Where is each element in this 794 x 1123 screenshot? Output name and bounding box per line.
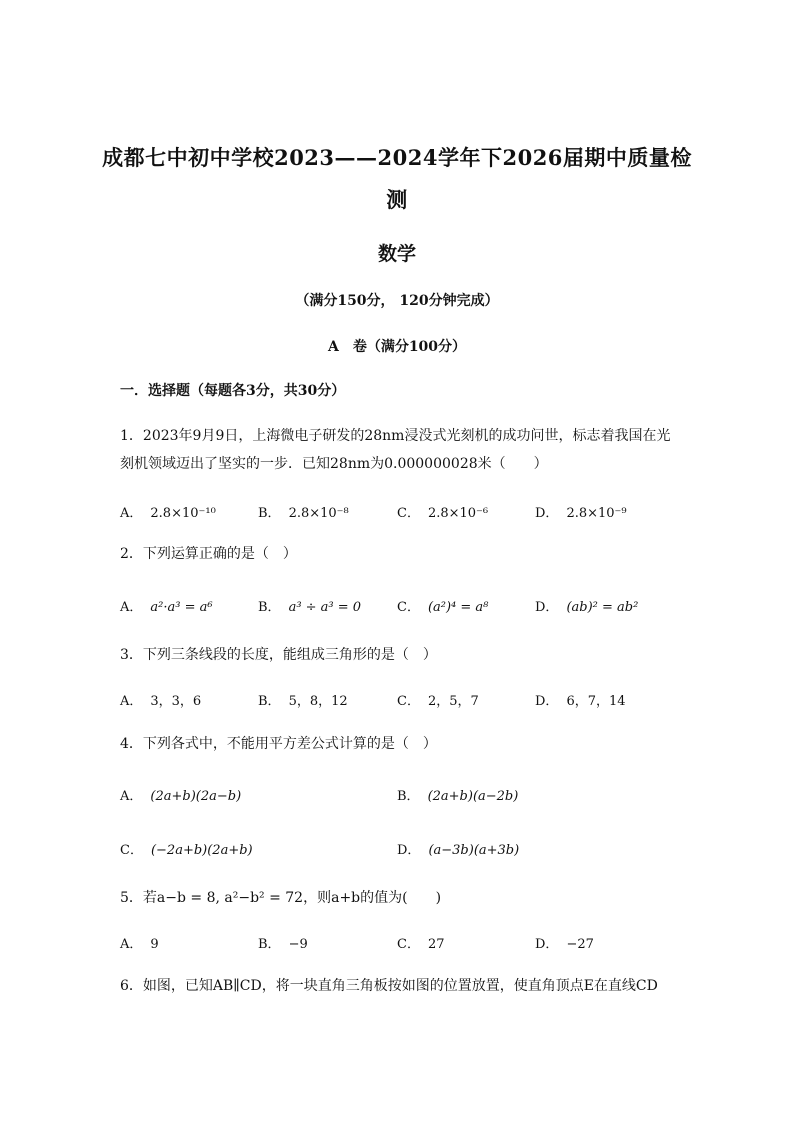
q5-option-b-text: −9: [288, 937, 308, 952]
q1-option-c-label: C．: [397, 506, 420, 521]
volume-title: A 卷（满分100分）: [327, 339, 467, 355]
q2-option-a-text: a²·a³ = a⁶: [150, 600, 213, 615]
q4-option-a-label: A．: [120, 789, 143, 804]
q4-option-c-label: C．: [120, 843, 143, 858]
exam-title-line2: 测: [386, 187, 408, 212]
q1-option-a: [120, 502, 216, 521]
q4-option-d-label: D．: [397, 843, 421, 858]
q3-option-d-label: D．: [535, 694, 559, 709]
q2-option-a: [120, 596, 213, 615]
score-info: （满分150分， 120分钟完成）: [295, 293, 499, 309]
q5-option-d-text: −27: [566, 937, 594, 952]
q3-option-a: [120, 690, 201, 709]
q5-option-a-label: A．: [120, 937, 143, 952]
q1-option-b: [258, 502, 349, 521]
q1-option-a-label: A．: [120, 506, 143, 521]
q3-option-a-text: 3，3，6: [150, 694, 202, 709]
q2-option-d-text: (ab)² = ab²: [566, 600, 639, 615]
q5-option-d: [535, 933, 594, 952]
exam-title-line1: 成都七中初中学校2023——2024学年下2026届期中质量检: [102, 145, 692, 170]
q2-option-c: [397, 596, 488, 615]
question-5-stem: 5．若a−b = 8, a²−b² = 72，则a+b的值为( ): [120, 890, 442, 906]
section-title: 一．选择题（每题各3分，共30分）: [120, 383, 346, 399]
question-1-stem: 1．2023年9月9日，上海微电子研发的28nm浸没式光刻机的成功问世，标志着我国在光刻机领域迈出了坚实的一步．已知28nm为0.000000028米（ ）: [120, 428, 671, 472]
q3-option-c-text: 2，5，7: [427, 694, 479, 709]
q1-option-d: [535, 502, 627, 521]
q1-option-a-text: 2.8×10⁻¹⁰: [150, 506, 216, 521]
q4-option-d: [397, 839, 519, 858]
q3-option-c-label: C．: [397, 694, 420, 709]
q3-option-d-text: 6，7，14: [566, 694, 626, 709]
q5-option-d-label: D．: [535, 937, 559, 952]
q4-option-b: [397, 785, 518, 804]
q3-option-b-text: 5，8，12: [288, 694, 348, 709]
q1-option-b-label: B．: [258, 506, 281, 521]
q2-option-d-label: D．: [535, 600, 559, 615]
q5-option-b-label: B．: [258, 937, 281, 952]
q5-option-a: [120, 933, 159, 952]
q3-option-b-label: B．: [258, 694, 281, 709]
q2-option-a-label: A．: [120, 600, 143, 615]
q3-option-c: [397, 690, 479, 709]
q5-option-a-text: 9: [150, 937, 159, 952]
q4-option-d-text: (a−3b)(a+3b): [428, 843, 520, 858]
q4-option-a-text: (2a+b)(2a−b): [150, 789, 242, 804]
q3-option-a-label: A．: [120, 694, 143, 709]
q1-option-c: [397, 502, 488, 521]
question-3-stem: 3．下列三条线段的长度，能组成三角形的是（ ）: [120, 647, 437, 663]
question-4-stem: 4．下列各式中，不能用平方差公式计算的是（ ）: [120, 736, 437, 752]
q4-option-b-text: (2a+b)(a−2b): [427, 789, 519, 804]
q2-option-b-text: a³ ÷ a³ = 0: [288, 600, 362, 615]
q2-option-b: [258, 596, 361, 615]
question-6-stem: 6．如图，已知AB∥CD，将一块直角三角板按如图的位置放置，使直角顶点E在直线CD: [120, 978, 658, 994]
q1-option-b-text: 2.8×10⁻⁸: [288, 506, 349, 521]
q4-option-c-text: (−2a+b)(2a+b): [150, 843, 253, 858]
question-2-stem: 2．下列运算正确的是（ ）: [120, 546, 297, 562]
q2-option-b-label: B．: [258, 600, 281, 615]
q1-option-d-text: 2.8×10⁻⁹: [566, 506, 627, 521]
q5-option-c: [397, 933, 445, 952]
q1-option-c-text: 2.8×10⁻⁶: [427, 506, 489, 521]
q4-option-c: [120, 839, 253, 858]
q2-option-d: [535, 596, 638, 615]
q4-option-a: [120, 785, 241, 804]
q3-option-d: [535, 690, 626, 709]
subject-title: 数学: [377, 243, 416, 265]
q3-option-b: [258, 690, 348, 709]
q2-option-c-text: (a²)⁴ = a⁸: [427, 600, 489, 615]
q5-option-c-label: C．: [397, 937, 420, 952]
q4-option-b-label: B．: [397, 789, 420, 804]
q5-option-c-text: 27: [427, 937, 445, 952]
q5-option-b: [258, 933, 308, 952]
q2-option-c-label: C．: [397, 600, 420, 615]
q1-option-d-label: D．: [535, 506, 559, 521]
